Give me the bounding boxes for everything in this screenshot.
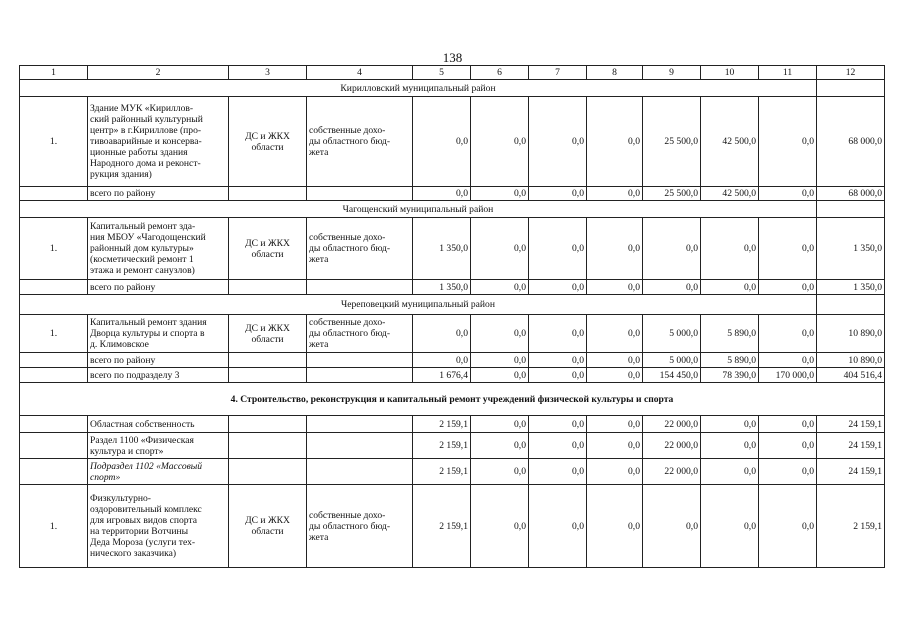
header-cell: 3 [229, 66, 307, 80]
value-cell: 0,0 [701, 416, 759, 433]
value-cell: 0,0 [471, 485, 529, 568]
value-cell: 2 159,1 [413, 485, 471, 568]
header-cell: 8 [587, 66, 643, 80]
funding-source: собственные дохо- ды областного бюд- жета [307, 485, 413, 568]
value-cell: 0,0 [643, 280, 701, 295]
value-cell: 0,0 [587, 315, 643, 353]
table-row [20, 97, 885, 187]
value-cell: 0,0 [471, 187, 529, 201]
value-cell: 0,0 [529, 187, 587, 201]
value-cell: 0,0 [759, 353, 817, 368]
value-cell: 0,0 [471, 353, 529, 368]
value-cell: 0,0 [643, 485, 701, 568]
value-cell: 0,0 [701, 218, 759, 280]
value-cell: 0,0 [759, 433, 817, 459]
object-name: Физкультурно- оздоровительный комплекс для игровых видов спорта на территории Вотчины Деда Мороза (услуги тех- нического заказчика) [88, 485, 229, 568]
value-cell: 0,0 [759, 280, 817, 295]
value-cell: 0,0 [587, 187, 643, 201]
value-cell: 1 350,0 [413, 218, 471, 280]
value-cell: 22 000,0 [643, 459, 701, 485]
district-row [20, 201, 885, 218]
value-cell: 0,0 [529, 459, 587, 485]
value-cell: 2 159,1 [413, 416, 471, 433]
value-cell: 5 000,0 [643, 353, 701, 368]
total-label: всего по району [88, 353, 229, 368]
value-cell: 1 350,0 [817, 280, 885, 295]
value-cell: 0,0 [471, 218, 529, 280]
header-cell: 7 [529, 66, 587, 80]
district-row [20, 295, 885, 315]
value-cell: 0,0 [759, 218, 817, 280]
value-cell: 0,0 [413, 97, 471, 187]
value-cell: 0,0 [587, 218, 643, 280]
page-number: 138 [442, 50, 463, 65]
value-cell: 0,0 [471, 416, 529, 433]
row-number: 1. [20, 315, 88, 353]
value-cell: 68 000,0 [817, 187, 885, 201]
value-cell: 0,0 [471, 368, 529, 383]
table-row [20, 315, 885, 353]
value-cell: 0,0 [643, 218, 701, 280]
value-cell: 1 350,0 [413, 280, 471, 295]
value-cell: 0,0 [759, 97, 817, 187]
value-cell: 78 390,0 [701, 368, 759, 383]
header-cell: 11 [759, 66, 817, 80]
value-cell: 42 500,0 [701, 187, 759, 201]
value-cell: 2 159,1 [413, 433, 471, 459]
header-cell: 6 [471, 66, 529, 80]
executor: ДС и ЖКХ области [229, 218, 307, 280]
value-cell: 0,0 [701, 485, 759, 568]
value-cell: 68 000,0 [817, 97, 885, 187]
header-cell: 5 [413, 66, 471, 80]
object-name: Здание МУК «Кириллов- ский районный культурный центр» в г.Кириллове (про- тивоаварийные и консерва- ционные работы здания Народного дома и реконст- рукция здания) [88, 97, 229, 187]
value-cell: 0,0 [587, 459, 643, 485]
value-cell: 0,0 [529, 315, 587, 353]
value-cell: 10 890,0 [817, 315, 885, 353]
section-title: 4. Строительство, реконструкция и капитальный ремонт учреждений физической культуры и спорта [20, 383, 885, 416]
value-cell: 1 350,0 [817, 218, 885, 280]
value-cell: 0,0 [587, 433, 643, 459]
value-cell: 0,0 [529, 280, 587, 295]
district-title: Кирилловский муниципальный район [20, 80, 817, 97]
value-cell: 5 890,0 [701, 315, 759, 353]
value-cell: 0,0 [413, 353, 471, 368]
value-cell: 22 000,0 [643, 416, 701, 433]
value-cell: 2 159,1 [413, 459, 471, 485]
value-cell: 0,0 [701, 433, 759, 459]
total-label: всего по подразделу 3 [88, 368, 229, 383]
value-cell: 1 676,4 [413, 368, 471, 383]
value-cell: 0,0 [471, 280, 529, 295]
value-cell: 0,0 [759, 459, 817, 485]
value-cell: 0,0 [701, 280, 759, 295]
value-cell: 0,0 [413, 315, 471, 353]
table-row [20, 459, 885, 485]
value-cell: 0,0 [471, 315, 529, 353]
value-cell: 404 516,4 [817, 368, 885, 383]
value-cell: 0,0 [529, 416, 587, 433]
value-cell: 0,0 [587, 485, 643, 568]
row-number: 1. [20, 218, 88, 280]
executor: ДС и ЖКХ области [229, 97, 307, 187]
table-row [20, 416, 885, 433]
section-row [20, 383, 885, 416]
value-cell: 0,0 [471, 459, 529, 485]
value-cell: 0,0 [529, 485, 587, 568]
header-cell: 12 [817, 66, 885, 80]
value-cell: 0,0 [701, 459, 759, 485]
object-name: Капитальный ремонт зда- ния МБОУ «Чагодощенский районный дом культуры» (косметический ремонт 1 этажа и ремонт санузлов) [88, 218, 229, 280]
funding-source: собственные дохо- ды областного бюд- жета [307, 218, 413, 280]
value-cell: 0,0 [587, 368, 643, 383]
group-label: Областная собственность [88, 416, 229, 433]
total-label: всего по району [88, 280, 229, 295]
value-cell: 154 450,0 [643, 368, 701, 383]
value-cell: 0,0 [587, 97, 643, 187]
object-name: Капитальный ремонт здания Дворца культуры и спорта в д. Климовское [88, 315, 229, 353]
value-cell: 42 500,0 [701, 97, 759, 187]
value-cell: 24 159,1 [817, 416, 885, 433]
value-cell: 0,0 [471, 97, 529, 187]
district-title: Череповецкий муниципальный район [20, 295, 817, 315]
value-cell: 0,0 [413, 187, 471, 201]
total-row [20, 187, 885, 201]
value-cell: 0,0 [587, 353, 643, 368]
table-row [20, 218, 885, 280]
value-cell: 10 890,0 [817, 353, 885, 368]
group-label: Подраздел 1102 «Массовый спорт» [88, 459, 229, 485]
header-cell: 9 [643, 66, 701, 80]
total-row [20, 353, 885, 368]
value-cell: 0,0 [759, 315, 817, 353]
total-label: всего по району [88, 187, 229, 201]
executor: ДС и ЖКХ области [229, 315, 307, 353]
value-cell: 22 000,0 [643, 433, 701, 459]
district-title: Чагощенский муниципальный район [20, 201, 817, 218]
value-cell: 5 890,0 [701, 353, 759, 368]
row-number: 1. [20, 485, 88, 568]
table-row [20, 485, 885, 568]
value-cell: 0,0 [529, 353, 587, 368]
value-cell: 0,0 [529, 433, 587, 459]
value-cell: 24 159,1 [817, 433, 885, 459]
value-cell: 0,0 [587, 416, 643, 433]
value-cell: 0,0 [587, 280, 643, 295]
value-cell: 24 159,1 [817, 459, 885, 485]
total-row [20, 280, 885, 295]
value-cell: 170 000,0 [759, 368, 817, 383]
header-cell: 4 [307, 66, 413, 80]
value-cell: 0,0 [471, 433, 529, 459]
header-cell: 10 [701, 66, 759, 80]
funding-source: собственные дохо- ды областного бюд- жета [307, 97, 413, 187]
district-row [20, 80, 885, 97]
value-cell: 0,0 [529, 97, 587, 187]
value-cell: 25 500,0 [643, 97, 701, 187]
funding-source: собственные дохо- ды областного бюд- жета [307, 315, 413, 353]
subsection-total-row [20, 368, 885, 383]
group-label: Раздел 1100 «Физическая культура и спорт» [88, 433, 229, 459]
budget-table [19, 65, 885, 568]
header-cell: 1 [20, 66, 88, 80]
header-row [20, 66, 885, 80]
value-cell: 0,0 [759, 485, 817, 568]
value-cell: 0,0 [759, 416, 817, 433]
value-cell: 0,0 [529, 368, 587, 383]
value-cell: 0,0 [759, 187, 817, 201]
row-number: 1. [20, 97, 88, 187]
value-cell: 0,0 [529, 218, 587, 280]
value-cell: 5 000,0 [643, 315, 701, 353]
value-cell: 2 159,1 [817, 485, 885, 568]
value-cell: 25 500,0 [643, 187, 701, 201]
table-row [20, 433, 885, 459]
header-cell: 2 [88, 66, 229, 80]
executor: ДС и ЖКХ области [229, 485, 307, 568]
